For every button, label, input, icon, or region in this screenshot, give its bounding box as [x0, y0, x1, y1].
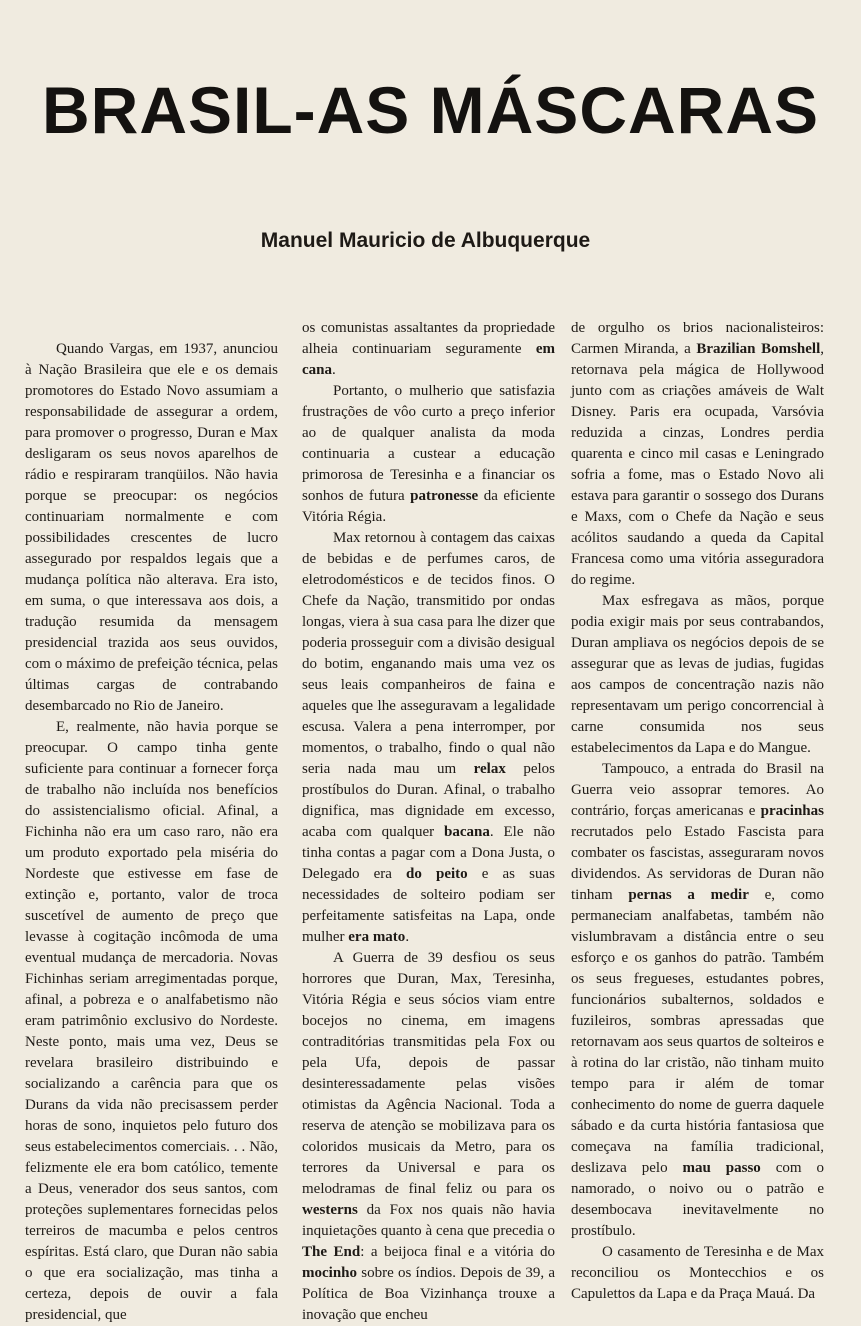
- paragraph-text: Tampouco, a entrada do Brasil na Guerra veio assoprar temores. Ao contrário, forças americanas e: [571, 761, 824, 819]
- paragraph-text: : a beijoca final e a vitória do: [360, 1244, 556, 1260]
- emphasis-text: mau passo: [682, 1160, 761, 1176]
- article-paragraph: [571, 1242, 824, 1305]
- paragraph-text: , retornava pela mágica de Hollywood junto com as criações amáveis de Walt Disney. Paris era ocupada, Varsóvia reduzida a cinzas, Londres perdia quarenta e cinco mil casas e Leningrado sofria a fome, mas o Estado Novo ali estava para garantir o sossego dos Durans e Maxs, com o Chefe da Nação e seus acólitos saudando a queda da Capital Francesa como uma vitória asseguradora do regime.: [571, 341, 824, 588]
- paragraph-text: A Guerra de 39 desfiou os seus horrores que Duran, Max, Teresinha, Vitória Régia e seus sócios viam entre bocejos no cinema, em imagens contraditórias transmitidas pela Fox ou pela Ufa, depois de passar desinteressadamente pelas visões otimistas da Agência Nacional. Toda a reserva de atenção se mobilizava para os coloridos musicais da Metro, para os terrores da Universal e para os melodramas de final feliz ou para os: [302, 950, 555, 1197]
- paragraph-text: Quando Vargas, em 1937, anunciou à Nação Brasileira que ele e os demais promotores do Estado Novo assumiam a responsabilidade de assegurar a ordem, para promover o progresso, Duran e Max desligaram os seus novos aparelhos de rádio e respiraram tranqüilos. Não havia porque se preocupar: os negócios continuariam normalmente e com possibilidades crescentes de lucro assegurado por respaldos legais que a mudança política não alterava. Era isto, em suma, o que interessava aos dois, a tradução resumida da mensagem presidencial trazida aos seus ouvidos, com o máximo de prefeição técnica, pelas últimas cargas de contrabando desembarcado no Rio de Janeiro.: [25, 341, 278, 714]
- article-paragraph: [571, 591, 824, 759]
- article-column-1: [25, 318, 278, 1323]
- emphasis-text: westerns: [302, 1202, 358, 1218]
- paragraph-text: e, como permaneciam analfabetas, também não vislumbravam a distância entre o seu esforço e os ganhos do patrão. Também os seus fregueses, estudantes pobres, funcionários subalternos, soldados e fuzileiros, sombras apressadas que retornavam aos seus quartos de solteiros e à rotina do lar cristão, não tinham muito tempo para ir além de tomar conhecimento do nome de guerra daquele sábado e da curta história fantasiosa que começava na família tradicional, deslizava pelo: [571, 887, 824, 1176]
- article-paragraph: [302, 318, 555, 381]
- emphasis-text: pracinhas: [760, 803, 824, 819]
- article-paragraph: [302, 528, 555, 948]
- article-paragraph: [25, 717, 278, 1326]
- paragraph-text: de orgulho os brios nacionalisteiros: Carmen Miranda, a: [571, 320, 824, 357]
- article-column-2: [302, 318, 556, 1323]
- paragraph-text: da eficiente Vitória Régia.: [302, 488, 555, 525]
- paragraph-text: .: [332, 362, 336, 378]
- article-paragraph: [25, 339, 278, 717]
- article-paragraph: [571, 318, 824, 591]
- paragraph-text: . Ele não tinha contas a pagar com a Dona Justa, o Delegado era: [302, 824, 555, 882]
- paragraph-text: E, realmente, não havia porque se preocupar. O campo tinha gente suficiente para continuar a fornecer força de trabalho não incluída nos benefícios do assistencialismo oficial. Afinal, a Fichinha não era um caso raro, não era um produto exportado pela miséria do Nordeste que estivesse em fase de extinção e, portanto, valor de troca suscetível de aumento de preço que levasse à cogitação incômoda de uma eventual mudança de mercadoria. Novas Fichinhas seriam arregimentadas porque, afinal, a pobreza e o analfabetismo não eram patrimônio exclusivo do Nordeste. Neste ponto, mais uma vez, Deus se revelara brasileiro distribuindo e socializando a carência para que os Durans da vida não precisassem perder horas de sono, inquietos pelo futuro dos seus estabelecimentos comerciais. . . Não, felizmente ele era bom católico, temente a Deus, venerador dos seus santos, com proteções suplementares fornecidas pelos terreiros de macumba e pelos centros espíritas. Está claro, que Duran não sabia o que era socialização, mas tinha a certeza, depois de ouvir a fala presidencial, que: [25, 719, 278, 1323]
- emphasis-text: era mato: [348, 929, 406, 945]
- paragraph-text: os comunistas assaltantes da propriedade alheia continuariam seguramente: [302, 320, 555, 357]
- emphasis-text: relax: [473, 761, 506, 777]
- emphasis-text: bacana: [444, 824, 490, 840]
- paragraph-text: Portanto, o mulherio que satisfazia frustrações de vôo curto a preço inferior ao de qualquer analista da moda continuaria a custear a educação primorosa de Teresinha e a financiar os sonhos de futura: [302, 383, 555, 504]
- author-byline: Manuel Mauricio de Albuquerque: [260, 229, 591, 252]
- emphasis-text: Brazilian Bomshell: [696, 341, 821, 357]
- article-paragraph: [302, 381, 555, 528]
- emphasis-text: em cana: [302, 341, 555, 378]
- article-paragraph: [302, 948, 555, 1326]
- emphasis-text: pernas a medir: [628, 887, 749, 903]
- article-title: BRASIL-AS MÁSCARAS: [42, 73, 819, 147]
- paragraph-text: com o namorado, o noivo ou o patrão e desembocava inevitavelmente no prostíbulo.: [571, 1160, 824, 1239]
- emphasis-text: do peito: [406, 866, 468, 882]
- paragraph-text: .: [405, 929, 410, 945]
- paragraph-text: e as suas necessidades de solteiro podiam ser perfeitamente satisfeitas na Lapa, onde mulher: [302, 866, 555, 945]
- paragraph-text: pelos prostíbulos do Duran. Afinal, o trabalho dignifica, mas dignidade em excesso, acaba com qualquer: [302, 761, 556, 840]
- paragraph-text: sobre os índios. Depois de 39, a Política de Boa Vizinhança trouxe a inovação que encheu: [302, 1265, 555, 1323]
- article-column-3: [571, 318, 824, 1302]
- paragraph-text: da Fox nos quais não havia inquietações quanto à cena que precedia o: [302, 1202, 555, 1239]
- emphasis-text: patronesse: [410, 488, 479, 504]
- paragraph-text: recrutados pelo Estado Fascista para combater os fascistas, asseguraram novos dividendos. As servidoras de Duran não tinham: [571, 824, 824, 903]
- article-paragraph: [571, 759, 824, 1242]
- paragraph-text: Max esfregava as mãos, porque podia exigir mais por seus contrabandos, Duran ampliava os negócios depois de se assegurar que as levas de judias, fugidas aos campos de concentração nazis não representavam um perigo concorrencial à carne consumida nos seus estabelecimentos da Lapa e do Mangue.: [571, 593, 824, 756]
- paragraph-text: Max retornou à contagem das caixas de bebidas e de perfumes caros, de eletrodomésticos e de tecidos finos. O Chefe da Nação, transmitido por ondas longas, viera à sua casa para lhe dizer que poderia prosseguir com a divisão desigual do botim, enganando mais uma vez os seus leais companheiros de faina e aqueles que lhe asseguravam a legalidade escusa. Valera a pena interromper, por momentos, o trabalho, findo o qual não seria nada mau um: [302, 530, 555, 777]
- emphasis-text: The End: [302, 1244, 361, 1260]
- emphasis-text: mocinho: [302, 1265, 358, 1281]
- paragraph-text: O casamento de Teresinha e de Max reconciliou os Montecchios e os Capulettos da Lapa e da Praça Mauá. Da: [571, 1244, 824, 1302]
